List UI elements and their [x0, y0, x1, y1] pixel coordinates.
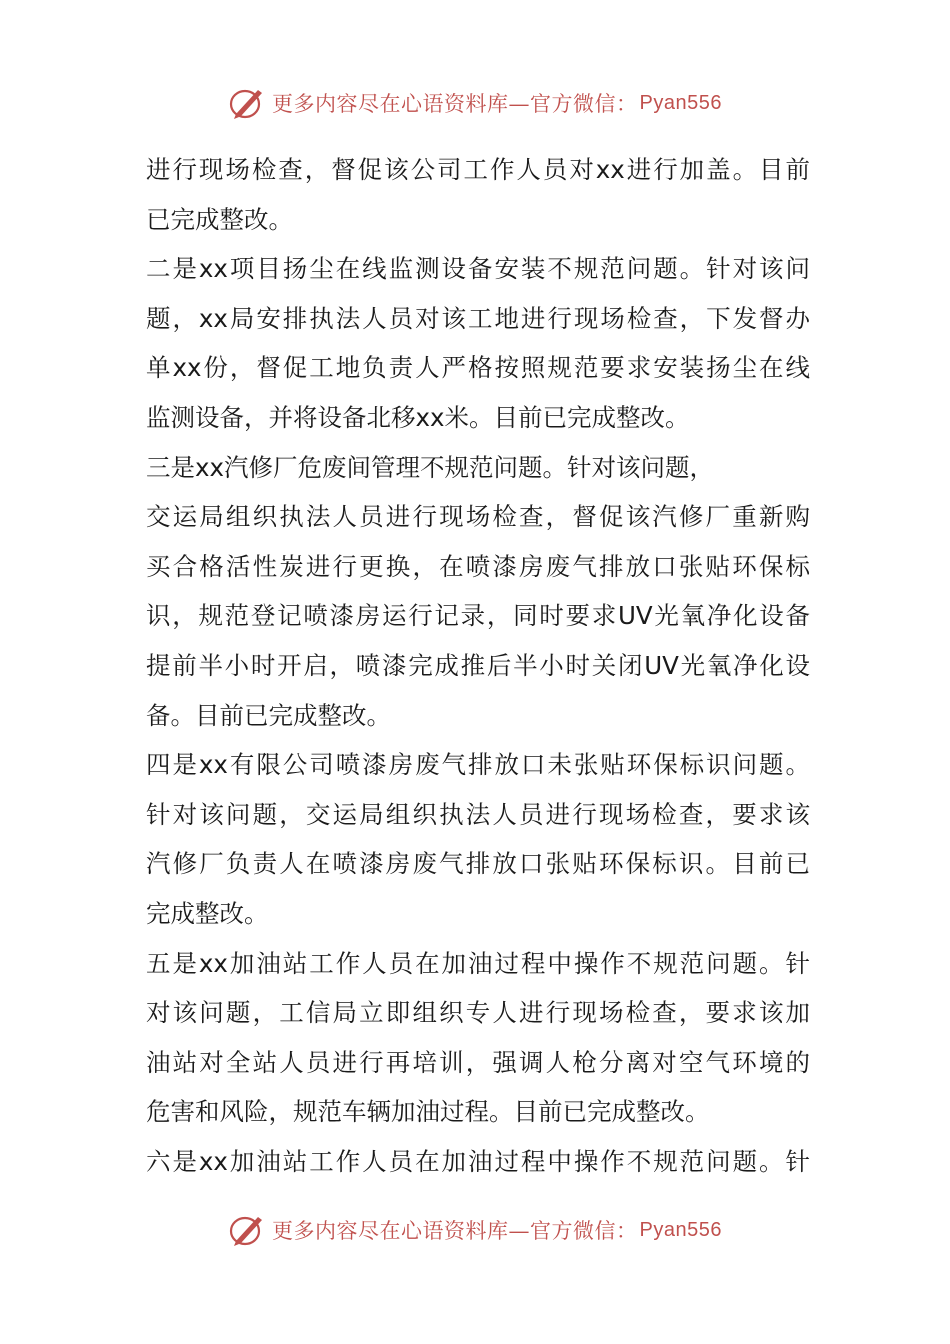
text-line: 五是xx加油站工作人员在加油过程中操作不规范问题。针 [146, 948, 810, 978]
text-line: 汽修厂负责人在喷漆房废气排放口张贴环保标识。目前已 [146, 849, 810, 879]
pen-logo-icon [228, 86, 266, 120]
text-line: 六是xx加油站工作人员在加油过程中操作不规范问题。针 [146, 1146, 810, 1176]
text-line: 二是xx项目扬尘在线监测设备安装不规范问题。针对该问 [146, 254, 810, 284]
text-line: 针对该问题，交运局组织执法人员进行现场检查，要求该 [146, 799, 810, 829]
text-line: 备。目前已完成整改。 [146, 700, 391, 730]
watermark-handle: Pyan556 [639, 1218, 722, 1241]
watermark-text: 更多内容尽在心语资料库—官方微信： [272, 1219, 638, 1243]
watermark-footer [0, 1210, 950, 1250]
text-line: 提前半小时开启，喷漆完成推后半小时关闭UV光氧净化设 [146, 650, 810, 680]
text-line: 监测设备，并将设备北移xx米。目前已完成整改。 [146, 402, 690, 432]
watermark-text: 更多内容尽在心语资料库—官方微信： [272, 92, 638, 116]
pen-logo-icon [228, 1213, 266, 1247]
document-body [146, 145, 810, 1186]
text-line: 对该问题，工信局立即组织专人进行现场检查，要求该加 [146, 998, 810, 1028]
text-line: 已完成整改。 [146, 204, 293, 234]
text-line: 识，规范登记喷漆房运行记录，同时要求UV光氧净化设备 [146, 601, 810, 631]
text-line: 进行现场检查，督促该公司工作人员对xx进行加盖。目前 [146, 155, 810, 184]
text-line: 单xx份，督促工地负责人严格按照规范要求安装扬尘在线 [146, 353, 810, 383]
text-line: 三是xx汽修厂危废间管理不规范问题。针对该问题， [146, 452, 714, 482]
watermark-handle: Pyan556 [639, 91, 722, 114]
text-line: 交运局组织执法人员进行现场检查，督促该汽修厂重新购 [146, 502, 810, 532]
text-line: 四是xx有限公司喷漆房废气排放口未张贴环保标识问题。 [146, 750, 810, 780]
text-line: 完成整改。 [146, 898, 269, 928]
text-line: 题，xx局安排执法人员对该工地进行现场检查，下发督办 [146, 303, 810, 333]
watermark-header [0, 83, 950, 123]
text-line: 买合格活性炭进行更换，在喷漆房废气排放口张贴环保标 [146, 551, 810, 581]
text-line: 油站对全站人员进行再培训，强调人枪分离对空气环境的 [146, 1047, 810, 1077]
text-line: 危害和风险，规范车辆加油过程。目前已完成整改。 [146, 1097, 710, 1127]
